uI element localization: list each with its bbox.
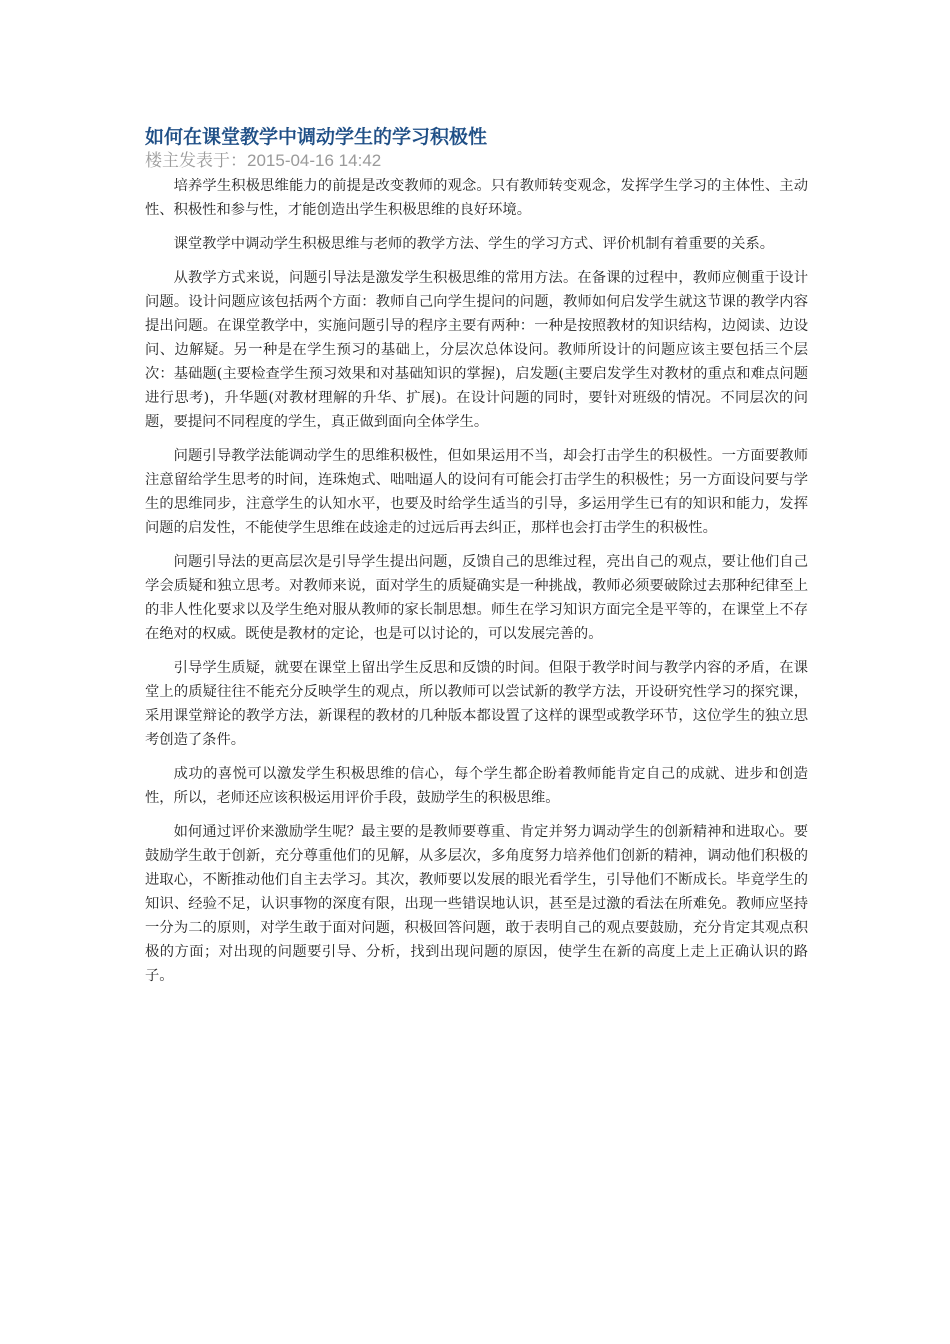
paragraph: 如何通过评价来激励学生呢？最主要的是教师要尊重、肯定并努力调动学生的创新精神和进取心。要鼓励学生敢于创新，充分尊重他们的见解，从多层次，多角度努力培养他们创新的精神，调动他们积极的进取心，不断推动他们自主去学习。其次，教师要以发展的眼光看学生，引导他们不断成长。毕竟学生的知识、经验不足，认识事物的深度有限，出现一些错误地认识，甚至是过激的看法在所难免。教师应坚持一分为二的原则，对学生敢于面对问题，积极回答问题，敢于表明自己的观点要鼓励，充分肯定其观点积极的方面；对出现的问题要引导、分析，找到出现问题的原因，使学生在新的高度上走上正确认识的路子。 [145,824,808,984]
paragraph: 课堂教学中调动学生积极思维与老师的教学方法、学生的学习方式、评价机制有着重要的关系。 [173,236,775,252]
post-title: 如何在课堂教学中调动学生的学习积极性 [145,126,488,148]
paragraph: 培养学生积极思维能力的前提是改变教师的观念。只有教师转变观念，发挥学生学习的主体性、主动性、积极性和参与性，才能创造出学生积极思维的良好环境。 [145,178,808,218]
paragraph: 问题引导法的更高层次是引导学生提出问题，反馈自己的思维过程，亮出自己的观点，要让他们自己学会质疑和独立思考。对教师来说，面对学生的质疑确实是一种挑战，教师必须要破除过去那种纪律至上的非人性化要求以及学生绝对服从教师的家长制思想。师生在学习知识方面完全是平等的，在课堂上不存在绝对的权威。既使是教材的定论，也是可以讨论的，可以发展完善的。 [145,554,808,642]
post-content [145,124,808,998]
paragraph: 从教学方式来说，问题引导法是激发学生积极思维的常用方法。在备课的过程中，教师应侧重于设计问题。设计问题应该包括两个方面：教师自己向学生提问的问题，教师如何启发学生就这节课的教学内容提出问题。在课堂教学中，实施问题引导的程序主要有两种：一种是按照教材的知识结构，边阅读、边设问、边解疑。另一种是在学生预习的基础上，分层次总体设问。教师所设计的问题应该主要包括三个层次：基础题(主要检查学生预习效果和对基础知识的掌握)，启发题(主要启发学生对教材的重点和难点问题进行思考)，升华题(对教材理解的升华、扩展)。在设计问题的同时，要针对班级的情况。不同层次的问题，要提问不同程度的学生，真正做到面向全体学生。 [145,270,808,430]
paragraph: 引导学生质疑，就要在课堂上留出学生反思和反馈的时间。但限于教学时间与教学内容的矛盾，在课堂上的质疑往往不能充分反映学生的观点，所以教师可以尝试新的教学方法，开设研究性学习的探究课，采用课堂辩论的教学方法，新课程的教材的几种版本都设置了这样的课型或教学环节，这位学生的独立思考创造了条件。 [145,660,808,748]
post-meta: 楼主发表于：2015-04-16 14:42 [145,151,382,170]
paragraph: 成功的喜悦可以激发学生积极思维的信心，每个学生都企盼着教师能肯定自己的成就、进步和创造性，所以，老师还应该积极运用评价手段，鼓励学生的积极思维。 [145,766,808,806]
paragraph: 问题引导教学法能调动学生的思维积极性，但如果运用不当，却会打击学生的积极性。一方面要教师注意留给学生思考的时间，连珠炮式、咄咄逼人的设问有可能会打击学生的积极性；另一方面设问要与学生的思维同步，注意学生的认知水平，也要及时给学生适当的引导，多运用学生已有的知识和能力，发挥问题的启发性，不能使学生思维在歧途走的过远后再去纠正，那样也会打击学生的积极性。 [145,448,808,536]
